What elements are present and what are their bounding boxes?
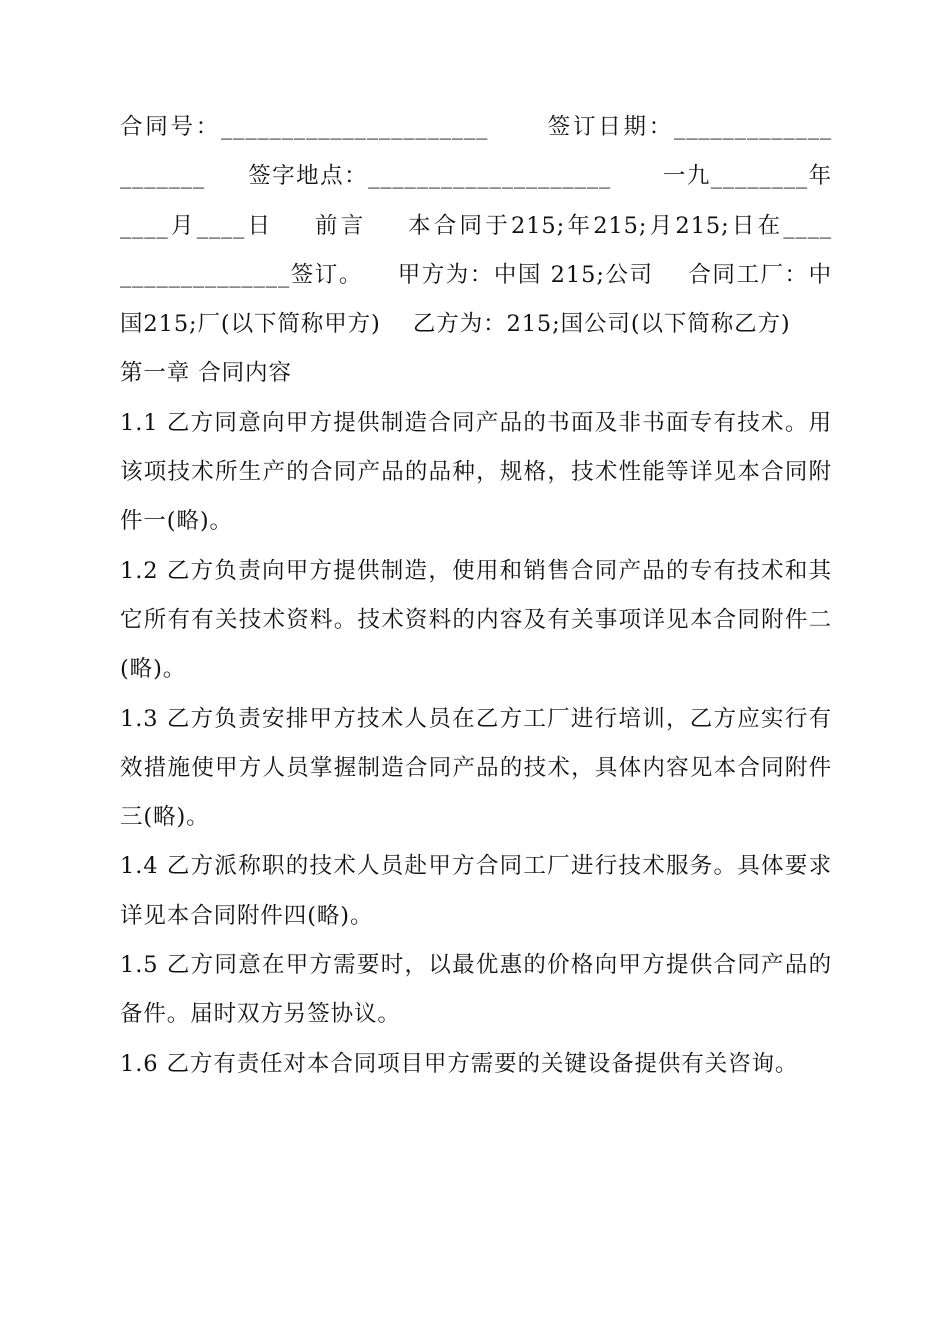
clause-1-6: 1.6 乙方有责任对本合同项目甲方需要的关键设备提供有关咨询。 (120, 1050, 799, 1077)
clause-1-3: 1.3 乙方负责安排甲方技术人员在乙方工厂进行培训，乙方应实行有效措施使甲方人员掌握制造合同产品的技术，具体内容见本合同附件三(略)。 (120, 705, 832, 831)
chapter-title: 第一章 合同内容 (120, 360, 292, 387)
clause-1-2: 1.2 乙方负责向甲方提供制造，使用和销售合同产品的专有技术和其它所有有关技术资料。技术资料的内容及有关事项详见本合同附件二(略)。 (120, 557, 832, 683)
clause-1-4: 1.4 乙方派称职的技术人员赴甲方合同工厂进行技术服务。具体要求详见本合同附件四(略)。 (120, 853, 832, 929)
clause-1-5: 1.5 乙方同意在甲方需要时，以最优惠的价格向甲方提供合同产品的备件。届时双方另签协议。 (120, 952, 832, 1028)
contract-header-block: 合同号：______________________ 签订日期：_____________ _______ 签字地点：____________________ 一九________年____月____日 前言 本合同于215;年215;月215;日在____ ______________签订。 甲方为：中国 215;公司 合同工厂：中国215;厂(以下简称甲方) 乙方为：215;国公司(以下简称乙方) (120, 114, 841, 338)
document-body (120, 103, 841, 1089)
clause-1-1: 1.1 乙方同意向甲方提供制造合同产品的书面及非书面专有技术。用该项技术所生产的合同产品的品种，规格，技术性能等详见本合同附件一(略)。 (120, 409, 832, 535)
